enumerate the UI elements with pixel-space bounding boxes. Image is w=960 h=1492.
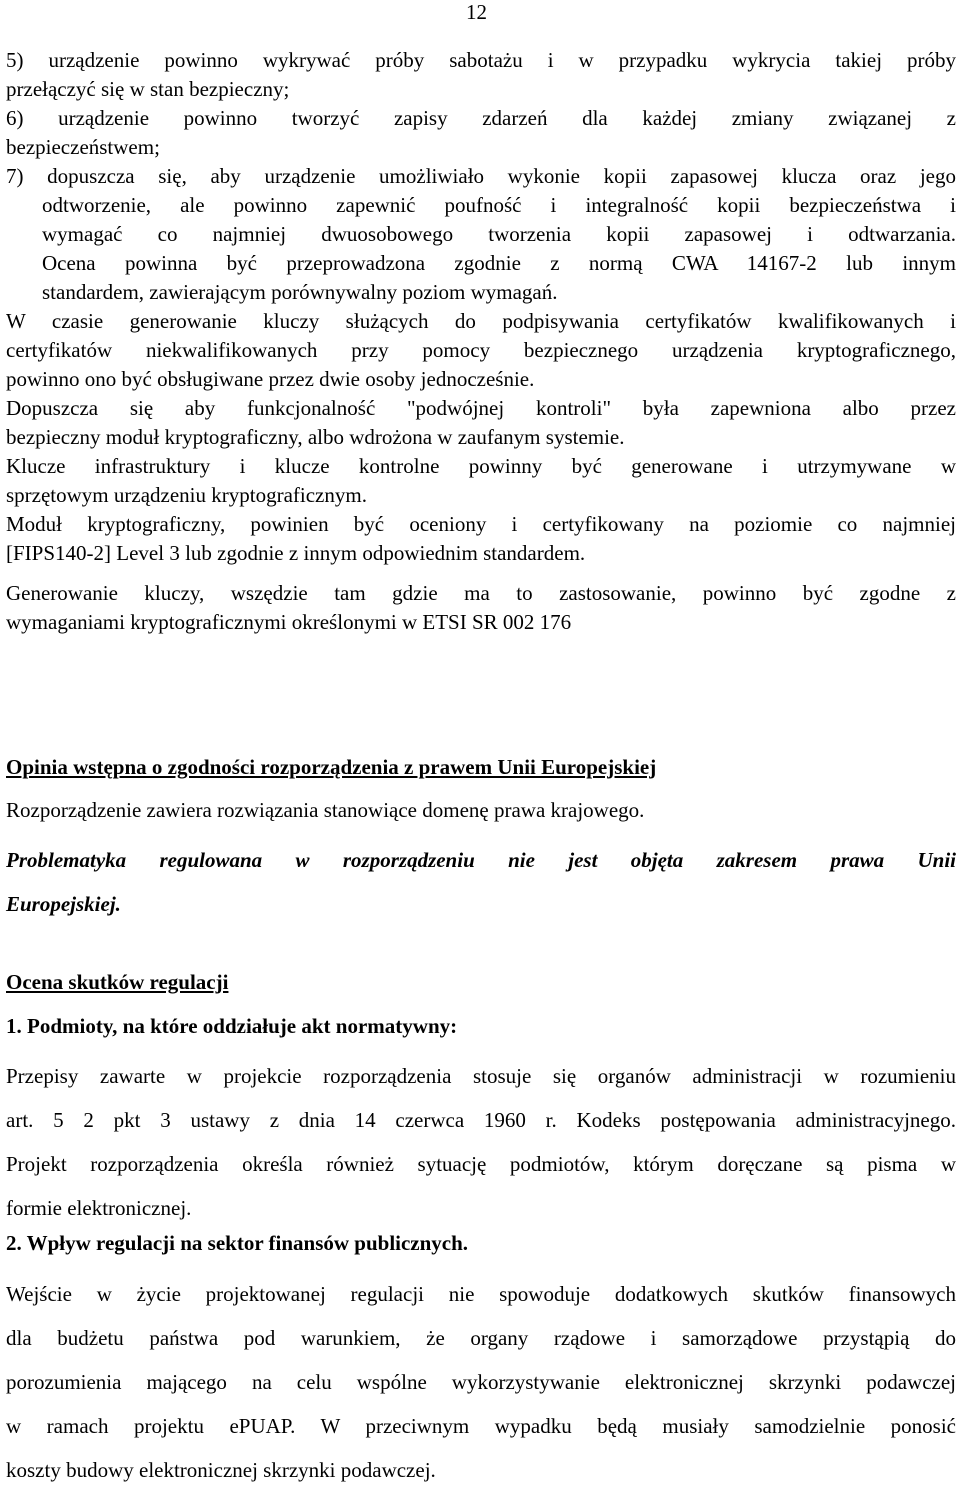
opinion-emphasis-line: Europejskiej. bbox=[6, 892, 121, 916]
item-body-line: Projekt rozporządzenia określa również sytuację podmiotów, którym doręczane są pisma w bbox=[6, 1152, 956, 1176]
list-item-line: standardem, zawierającym porównywalny poziom wymagań. bbox=[42, 280, 558, 304]
item-body-line: dla budżetu państwa pod warunkiem, że organy rządowe i samorządowe przystąpią do bbox=[6, 1326, 956, 1350]
list-item-line: 6) urządzenie powinno tworzyć zapisy zdarzeń dla każdej zmiany związanej z bbox=[6, 106, 956, 130]
paragraph-line: Moduł kryptograficzny, powinien być oceniony i certyfikowany na poziomie co najmniej bbox=[6, 512, 956, 536]
list-item-line: odtworzenie, ale powinno zapewnić poufność i integralność kopii bezpieczeństwa i bbox=[42, 193, 956, 217]
paragraph-infrastructure-keys bbox=[6, 452, 956, 510]
list-item-line: przełączyć się w stan bezpieczny; bbox=[6, 77, 290, 101]
item-body-line: Wejście w życie projektowanej regulacji nie spowoduje dodatkowych skutków finansowych bbox=[6, 1282, 956, 1306]
paragraph-line: Klucze infrastruktury i klucze kontrolne powinny być generowane i utrzymywane w bbox=[6, 454, 956, 478]
paragraph-line: powinno ono być obsługiwane przez dwie osoby jednocześnie. bbox=[6, 367, 535, 391]
paragraph-dual-control bbox=[6, 394, 956, 452]
paragraph-crypto-module bbox=[6, 510, 956, 568]
item-body-line: koszty budowy elektronicznej skrzynki podawczej. bbox=[6, 1458, 436, 1482]
section-heading: Opinia wstępna o zgodności rozporządzenia z prawem Unii Europejskiej bbox=[6, 755, 657, 779]
paragraph-key-generation bbox=[6, 307, 956, 394]
opinion-emphasis-line: Problematyka regulowana w rozporządzeniu nie jest objęta zakresem prawa Unii bbox=[6, 848, 956, 872]
item-body-line: porozumienia mającego na celu wspólne wykorzystywanie elektronicznej skrzynki podawczej bbox=[6, 1370, 956, 1394]
assessment-item1-body bbox=[6, 1054, 956, 1230]
item-body-line: formie elektronicznej. bbox=[6, 1196, 192, 1220]
paragraph-line: W czasie generowanie kluczy służących do podpisywania certyfikatów kwalifikowanych i bbox=[6, 309, 956, 333]
paragraph-etsi bbox=[6, 579, 956, 637]
opinion-text bbox=[6, 796, 956, 825]
assessment-item1-title bbox=[6, 1012, 956, 1041]
list-item-line: 7) dopuszcza się, aby urządzenie umożliwiało wykonie kopii zapasowej klucza oraz jego bbox=[6, 164, 956, 188]
item-body-line: w ramach projektu ePUAP. W przeciwnym wypadku będą musiały samodzielnie ponosić bbox=[6, 1414, 956, 1438]
list-item-line: bezpieczeństwem; bbox=[6, 135, 160, 159]
opinion-heading bbox=[6, 753, 956, 782]
page-number: 12 bbox=[466, 0, 487, 24]
list-item-line: Ocena powinna być przeprowadzona zgodnie z normą CWA 14167-2 lub innym bbox=[42, 251, 956, 275]
assessment-heading bbox=[6, 968, 956, 997]
item-title: 2. Wpływ regulacji na sektor finansów publicznych. bbox=[6, 1231, 469, 1255]
paragraph-line: certyfikatów niekwalifikowanych przy pomocy bezpiecznego urządzenia kryptograficznego, bbox=[6, 338, 956, 362]
paragraph-line: sprzętowym urządzeniu kryptograficznym. bbox=[6, 483, 367, 507]
list-item-7 bbox=[6, 162, 956, 307]
paragraph-line: bezpieczny moduł kryptograficzny, albo wdrożona w zaufanym systemie. bbox=[6, 425, 625, 449]
list-item-6 bbox=[6, 104, 956, 162]
item-title: 1. Podmioty, na które oddziałuje akt normatywny: bbox=[6, 1014, 458, 1038]
list-item-line: wymagać co najmniej dwuosobowego tworzenia kopii zapasowej i odtwarzania. bbox=[42, 222, 956, 246]
paragraph-line: [FIPS140-2] Level 3 lub zgodnie z innym odpowiednim standardem. bbox=[6, 541, 586, 565]
item-body-line: Przepisy zawarte w projekcie rozporządzenia stosuje się organów administracji w rozumieniu bbox=[6, 1064, 956, 1088]
opinion-text-line: Rozporządzenie zawiera rozwiązania stanowiące domenę prawa krajowego. bbox=[6, 798, 645, 822]
opinion-emphasis bbox=[6, 838, 956, 926]
list-item-line: 5) urządzenie powinno wykrywać próby sabotażu i w przypadku wykrycia takiej próby bbox=[6, 48, 956, 72]
list-item-5 bbox=[6, 46, 956, 104]
section-heading: Ocena skutków regulacji bbox=[6, 970, 229, 994]
paragraph-line: wymaganiami kryptograficznymi określonymi w ETSI SR 002 176 bbox=[6, 610, 572, 634]
paragraph-line: Dopuszcza się aby funkcjonalność "podwójnej kontroli" była zapewniona albo przez bbox=[6, 396, 956, 420]
paragraph-line: Generowanie kluczy, wszędzie tam gdzie ma to zastosowanie, powinno być zgodne z bbox=[6, 581, 956, 605]
item-body-line: art. 5 2 pkt 3 ustawy z dnia 14 czerwca 1960 r. Kodeks postępowania administracyjnego. bbox=[6, 1108, 956, 1132]
assessment-item2-body bbox=[6, 1272, 956, 1492]
assessment-item2-title bbox=[6, 1229, 956, 1258]
